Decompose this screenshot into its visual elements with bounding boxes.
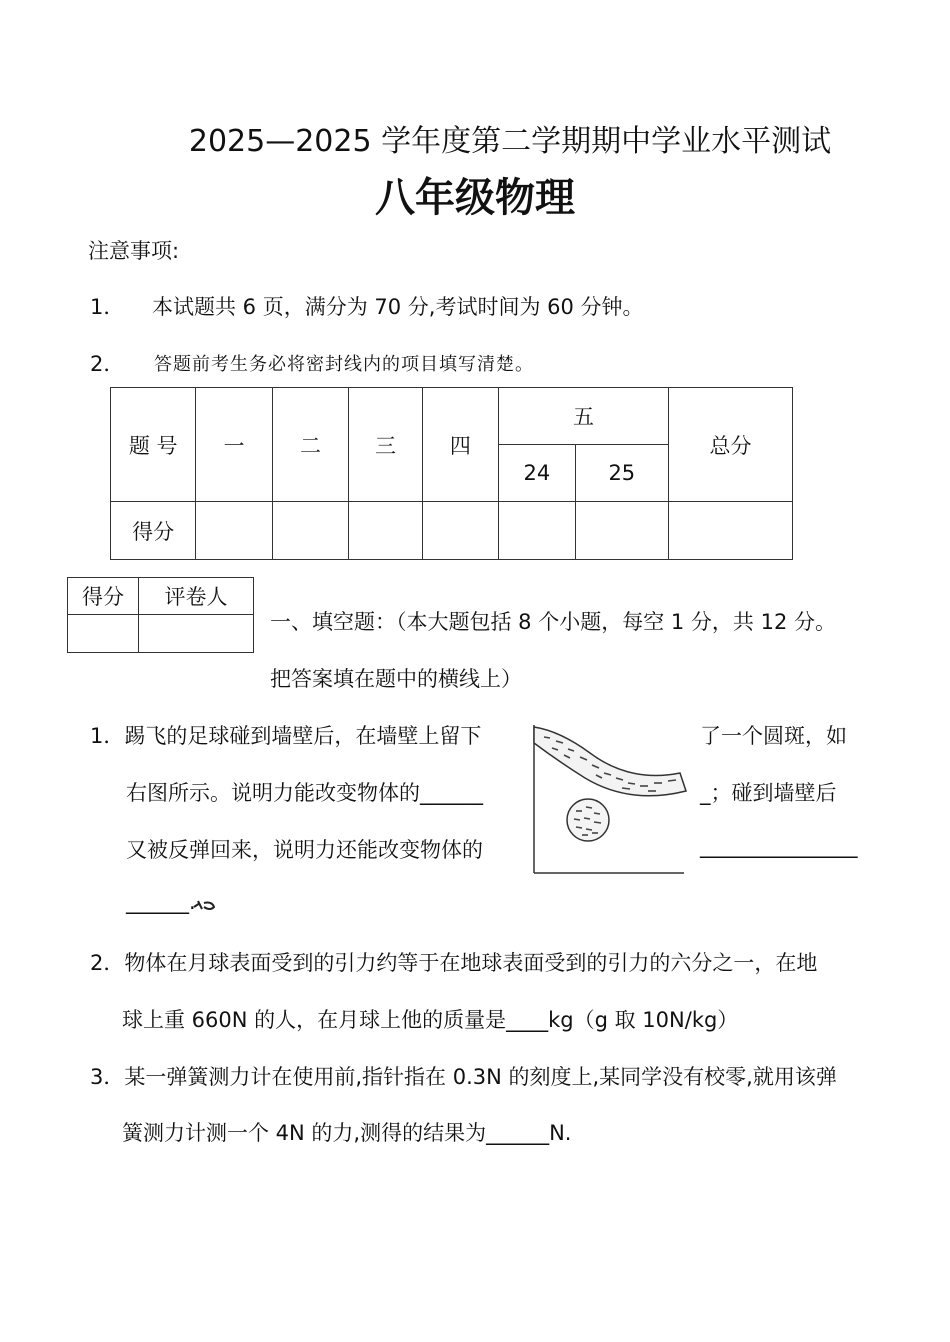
score-cell[interactable] [668, 502, 792, 560]
exam-subtitle: 2025—2025 学年度第二学期期中学业水平测试 [188, 124, 832, 159]
score-table-col-5-sub-2: 25 [575, 445, 668, 502]
notice-item-2-number: 2． [90, 352, 125, 376]
q1-line3-left: 又被反弹回来，说明力还能改变物体的 [126, 838, 483, 862]
score-table-col-4: 四 [422, 388, 498, 502]
q1-line3-right: _______________ [700, 834, 858, 858]
score-table [110, 387, 793, 560]
q1-line1-right: 了一个圆斑，如 [700, 724, 847, 748]
exam-title: 八年级物理 [375, 175, 575, 221]
score-table-col-1: 一 [196, 388, 272, 502]
score-table-col-3: 三 [349, 388, 422, 502]
score-table-col-5-sub-1: 24 [499, 445, 576, 502]
score-table-header: 题 号 [111, 388, 196, 502]
score-cell[interactable] [499, 502, 576, 560]
stray-mark-icon [190, 897, 220, 915]
section1-instruction: 把答案填在题中的横线上） [270, 667, 522, 691]
notice-heading: 注意事项: [88, 239, 180, 263]
score-cell[interactable] [422, 502, 498, 560]
score-cell[interactable] [272, 502, 348, 560]
q2-line2: 球上重 660N 的人，在月球上他的质量是____kg（g 取 10N/kg） [122, 1008, 739, 1032]
q1-line2-right: _；碰到墙壁后 [700, 781, 837, 805]
score-row-label: 得分 [111, 502, 196, 560]
section1-title: 一、填空题：（本大题包括 8 个小题，每空 1 分，共 12 分。 [270, 610, 836, 634]
q3-line1: 3．某一弹簧测力计在使用前,指针指在 0.3N 的刻度上,某同学没有校零,就用该弹 [90, 1065, 837, 1089]
notice-item-1-text: 本试题共 6 页，满分为 70 分,考试时间为 60 分钟。 [152, 295, 644, 319]
grader-name-cell[interactable] [139, 615, 254, 653]
grader-table [67, 577, 254, 653]
q1-line1-left: 1．踢飞的足球碰到墙壁后，在墙壁上留下 [90, 724, 482, 748]
score-table-col-5: 五 [499, 388, 669, 445]
notice-item-1-number: 1． [90, 295, 125, 319]
grader-score-label: 得分 [68, 578, 139, 615]
q3-line2: 簧测力计测一个 4N 的力,测得的结果为______N. [122, 1121, 572, 1145]
score-cell[interactable] [575, 502, 668, 560]
q1-line2-left: 右图所示。说明力能改变物体的______ [126, 781, 483, 805]
wall-ball-figure [530, 723, 690, 878]
score-cell[interactable] [349, 502, 422, 560]
grader-label: 评卷人 [139, 578, 254, 615]
q1-line4: ______. [126, 890, 196, 914]
score-table-total: 总分 [668, 388, 792, 502]
notice-item-2-text: 答题前考生务必将密封线内的项目填写清楚。 [154, 354, 534, 375]
q2-line1: 2．物体在月球表面受到的引力约等于在地球表面受到的引力的六分之一，在地 [90, 951, 818, 975]
score-table-col-2: 二 [272, 388, 348, 502]
score-cell[interactable] [196, 502, 272, 560]
grader-score-cell[interactable] [68, 615, 139, 653]
